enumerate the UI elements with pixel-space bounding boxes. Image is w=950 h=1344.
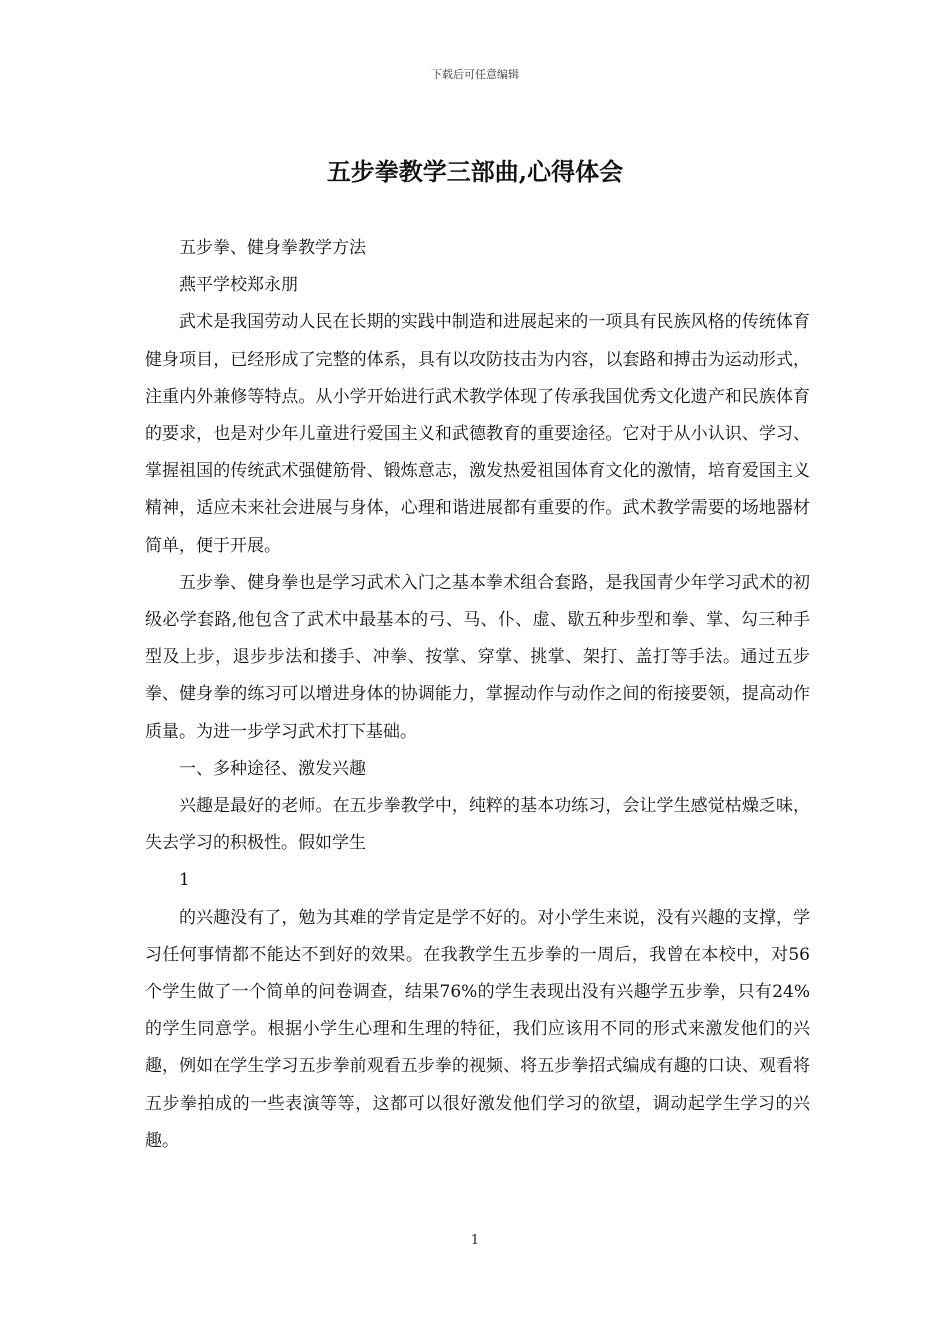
paragraph-five-step-fist: 五步拳、健身拳也是学习武术入门之基本拳术组合套路，是我国青少年学习武术的初级必学套路,他包含了武术中最基本的弓、马、仆、虚、歇五种步型和拳、掌、勾三种手型及上步，退步步法和搂手、冲拳、按掌、穿掌、挑掌、架打、盖打等手法。通过五步拳、健身拳的练习可以增进身体的协调能力，掌握动作与动作之间的衔接要领，提高动作质量。为进一步学习武术打下基础。 <box>145 572 810 742</box>
paragraph-subtitle: 五步拳、健身拳教学方法 <box>179 238 366 258</box>
section-heading: 一、多种途径、激发兴趣 <box>179 758 366 779</box>
document-title: 五步拳教学三部曲,心得体会 <box>326 157 624 186</box>
page-number: 1 <box>470 1233 480 1248</box>
paragraph-interest-continued: 的兴趣没有了，勉为其难的学肯定是学不好的。对小学生来说，没有兴趣的支撑，学习任何事情都不能达不到好的效果。在我教学生五步拳的一周后，我曾在本校中，对56个学生做了一个简单的问卷调查，结果76%的学生表现出没有兴趣学五步拳，只有24%的学生同意学。根据小学生心理和生理的特征，我们应该用不同的形式来激发他们的兴趣，例如在学生学习五步拳前观看五步拳的视频、将五步拳招式编成有趣的口诀、观看将五步拳拍成的一些表演等等，这都可以很好激发他们学习的欲望，调动起学生学习的兴趣。 <box>145 907 810 1151</box>
paragraph-intro: 武术是我国劳动人民在长期的实践中制造和进展起来的一项具有民族风格的传统体育健身项目，已经形成了完整的体系，具有以攻防技击为内容，以套路和搏击为运动形式，注重内外兼修等特点。从小学开始进行武术教学体现了传承我国优秀文化遗产和民族体育的要求，也是对少年儿童进行爱国主义和武德教育的重要途径。它对于从小认识、学习、掌握祖国的传统武术强健筋骨、锻炼意志，激发热爱祖国体育文化的激情，培育爱国主义精神，适应未来社会进展与身体，心理和谐进展都有重要的作。武术教学需要的场地器材简单，便于开展。 <box>145 312 810 556</box>
document-body <box>145 230 810 1160</box>
header-note: 下载后可任意编辑 <box>431 68 519 81</box>
paragraph-interest: 兴趣是最好的老师。在五步拳教学中，纯粹的基本功练习，会让学生感觉枯燥乏味，失去学习的积极性。假如学生 <box>145 796 810 854</box>
inline-page-marker: 1 <box>179 870 190 891</box>
paragraph-author: 燕平学校郑永朋 <box>179 275 298 296</box>
